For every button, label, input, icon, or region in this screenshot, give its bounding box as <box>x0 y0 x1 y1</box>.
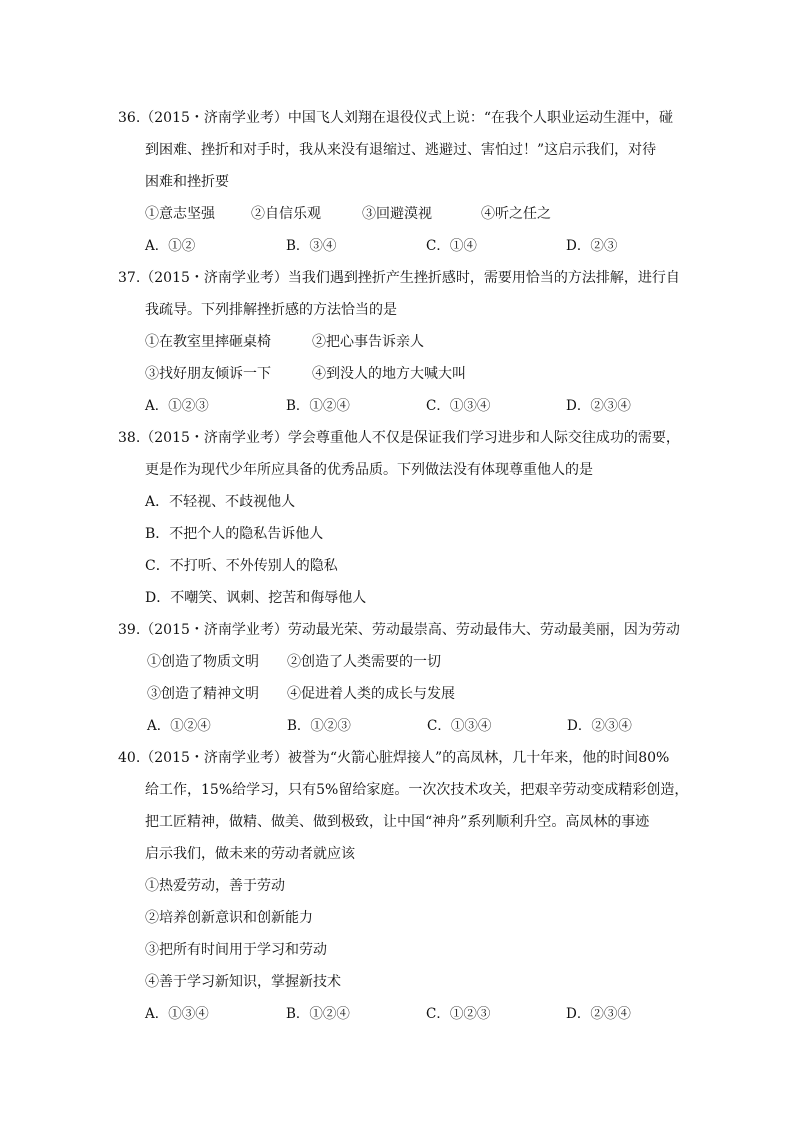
choice-b: B．①②④ <box>286 398 350 414</box>
question-stem-line: 38.（2015・济南学业考）学会尊重他人不仅是保证我们学习进步和人际交往成功的需要， <box>118 430 680 446</box>
option-1: ①意志坚强 <box>145 206 215 222</box>
option-2: ②培养创新意识和创新能力 <box>145 910 313 926</box>
option-1: ①创造了物质文明 <box>147 654 259 670</box>
choice-a: A．①③④ <box>145 1006 209 1022</box>
choice-c: C．①④ <box>426 238 477 254</box>
choice-d: D．②③④ <box>566 1006 631 1022</box>
question-stem-line: 把工匠精神，做精、做美、做到极致，让中国“神舟”系列顺利升空。高凤林的事迹 <box>145 814 650 830</box>
question-stem-line: 更是作为现代少年所应具备的优秀品质。下列做法没有体现尊重他人的是 <box>145 462 593 478</box>
choice-d: D．不嘲笑、讽刺、挖苦和侮辱他人 <box>145 590 367 606</box>
option-4: ④促进着人类的成长与发展 <box>287 686 455 702</box>
option-2: ②把心事告诉亲人 <box>312 334 424 350</box>
option-4: ④听之任之 <box>481 206 551 222</box>
choice-b: B．①②③ <box>287 718 351 734</box>
question-stem-line: 40.（2015・济南学业考）被誉为“火箭心脏焊接人”的高凤林，几十年来，他的时间80% <box>118 750 670 766</box>
question-stem-line: 39.（2015・济南学业考）劳动最光荣、劳动最崇高、劳动最伟大、劳动最美丽，因为劳动 <box>118 622 680 638</box>
option-3: ③找好朋友倾诉一下 <box>145 366 271 382</box>
question-stem-line: 36.（2015・济南学业考）中国飞人刘翔在退役仪式上说：“在我个人职业运动生涯中，碰 <box>118 110 674 126</box>
option-4: ④到没人的地方大喊大叫 <box>312 366 466 382</box>
question-stem-line: 启示我们，做未来的劳动者就应该 <box>145 846 355 862</box>
choice-b: B．不把个人的隐私告诉他人 <box>145 526 324 542</box>
choice-b: B．③④ <box>286 238 337 254</box>
option-1: ①在教室里摔砸桌椅 <box>145 334 271 350</box>
choice-c: C．①③④ <box>427 718 492 734</box>
choice-b: B．①②④ <box>286 1006 350 1022</box>
choice-c: C．不打听、不外传别人的隐私 <box>145 558 338 574</box>
option-3: ③创造了精神文明 <box>147 686 259 702</box>
option-3: ③回避漠视 <box>362 206 432 222</box>
question-stem-line: 我疏导。下列排解挫折感的方法恰当的是 <box>145 302 397 318</box>
option-4: ④善于学习新知识，掌握新技术 <box>145 974 341 990</box>
choice-c: C．①②③ <box>426 1006 491 1022</box>
choice-a: A．①② <box>145 238 196 254</box>
choice-a: A．不轻视、不歧视他人 <box>145 494 296 510</box>
option-2: ②创造了人类需要的一切 <box>287 654 441 670</box>
question-stem-line: 到困难、挫折和对手时，我从来没有退缩过、逃避过、害怕过！”这启示我们，对待 <box>145 142 657 158</box>
choice-a: A．①②③ <box>145 398 209 414</box>
option-3: ③把所有时间用于学习和劳动 <box>145 942 327 958</box>
choice-d: D．②③ <box>566 238 618 254</box>
option-1: ①热爱劳动，善于劳动 <box>145 878 285 894</box>
choice-d: D．②③④ <box>566 398 631 414</box>
question-stem-line: 困难和挫折要 <box>145 174 229 190</box>
choice-d: D．②③④ <box>567 718 632 734</box>
question-stem-line: 37.（2015・济南学业考）当我们遇到挫折产生挫折感时，需要用恰当的方法排解，进行自 <box>118 270 680 286</box>
option-2: ②自信乐观 <box>251 206 321 222</box>
choice-c: C．①③④ <box>426 398 491 414</box>
question-stem-line: 给工作，15%给学习，只有5%留给家庭。一次次技术攻关，把艰辛劳动变成精彩创造， <box>145 782 689 798</box>
choice-a: A．①②④ <box>147 718 211 734</box>
